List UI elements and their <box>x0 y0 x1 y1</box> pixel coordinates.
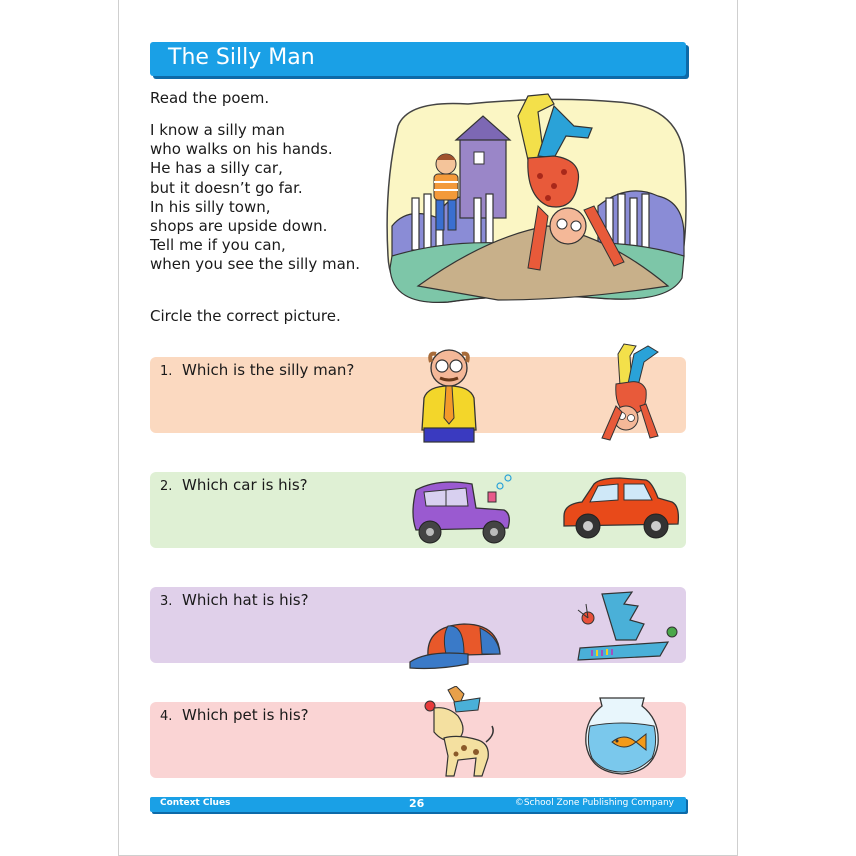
page-number: 26 <box>409 797 425 810</box>
read-instruction: Read the poem. <box>150 89 270 107</box>
question-text <box>160 591 309 609</box>
circle-instruction: Circle the correct picture. <box>150 307 341 325</box>
silly-car-picture[interactable] <box>408 474 518 546</box>
poem <box>150 121 360 275</box>
footer-section-label: Context Clues <box>160 798 231 808</box>
question-label: Which is the silly man? <box>182 361 355 379</box>
question-label: Which car is his? <box>182 476 308 494</box>
poem-line: who walks on his hands. <box>150 140 333 159</box>
footer-bar <box>150 797 686 812</box>
question-label: Which hat is his? <box>182 591 309 609</box>
poem-line: Tell me if you can, <box>150 236 286 255</box>
normal-man-picture[interactable] <box>418 346 480 444</box>
fishbowl-picture[interactable] <box>582 692 662 776</box>
question-number: 1. <box>160 364 173 379</box>
poem-line: shops are upside down. <box>150 217 328 236</box>
poem-line: when you see the silly man. <box>150 255 361 274</box>
silly-town-illustration <box>378 86 690 308</box>
upside-down-hat-picture[interactable] <box>572 590 684 664</box>
question-number: 4. <box>160 709 173 724</box>
question-number: 2. <box>160 479 173 494</box>
poem-line: He has a silly car, <box>150 159 283 178</box>
silly-dog-picture[interactable] <box>418 686 498 782</box>
question-number: 3. <box>160 594 173 609</box>
red-car-picture[interactable] <box>560 476 682 542</box>
question-text <box>160 476 308 494</box>
title-bar <box>150 42 686 76</box>
question-text <box>160 706 309 724</box>
poem-line: In his silly town, <box>150 197 271 216</box>
question-text <box>160 361 354 379</box>
copyright-notice: ©School Zone Publishing Company <box>514 798 674 808</box>
poem-line: I know a silly man <box>150 121 285 139</box>
poem-line: but it doesn’t go far. <box>150 178 303 197</box>
upside-down-man-picture[interactable] <box>596 340 662 444</box>
page-title: The Silly Man <box>168 45 315 70</box>
baseball-cap-picture[interactable] <box>408 620 508 672</box>
question-label: Which pet is his? <box>182 706 309 724</box>
